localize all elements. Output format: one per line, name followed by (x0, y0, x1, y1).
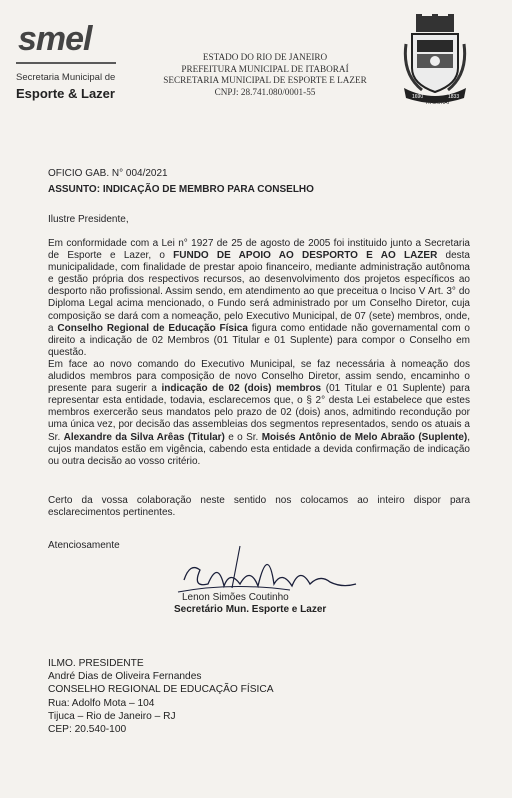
signatory-name: Lenon Simões Coutinho (182, 592, 289, 603)
p1-text-j: e o Sr. (224, 431, 262, 443)
crest-year-right: 1833 (448, 94, 460, 100)
p1-text-f: Em face ao novo comando do Executivo Municipal, se faz necessária à nomeação dos aludidos membros para composição de novo Conselho Diretor, assim sendo, encaminho o presente para sugerir a (48, 358, 470, 395)
letterhead-line-4: CNPJ: 28.741.080/0001-55 (214, 86, 316, 97)
city-coat-of-arms-icon (402, 14, 468, 106)
signatory-role: Secretário Mun. Esporte e Lazer (174, 604, 327, 615)
recipient-block (48, 657, 274, 736)
p1-text-l: , cujos mandatos estão em vigência, cabendo esta entidade a devida confirmação de indicação ou outra decisão ao vosso critério. (48, 431, 471, 467)
recipient-line-1: ILMO. PRESIDENTE (48, 658, 144, 669)
body-paragraph-1 (48, 238, 470, 468)
fund-name: FUNDO DE APOIO AO DESPORTO E AO LAZER (173, 250, 438, 262)
crest-year-left: 1690 (412, 94, 424, 100)
p1-text-h: (01 Titular e 01 Suplente) para representar esta entidade, todavia, esclarecemos que, o § 2° desta Lei estabelece que estes membros exercerão seus mandatos pelo prazo de 02 (dois) anos, admitindo recondução por uma única vez, por decisão das assembleias dos segmentos representados, sendo os atuais a Sr. (48, 383, 470, 443)
p1-text-c: desta municipalidade, com finalidade de prestar apoio financeiro, mediante administração autônoma e gestão própria dos respectivos recursos, ao desenvolvimento dos projetos específicos ao desporto não profissional. Assim sendo, em atendimento ao que preceitua o Inciso V Art. 3° do Diploma Legal acima mencionado, o Fundo será administrado por um Conselho Diretor, cuja composição se dará com a nomeação, pelo Executivo Municipal, de 07 (sete) membros, onde, a (48, 250, 470, 334)
logo-subtitle-2: Esporte & Lazer (16, 86, 115, 101)
subject-line: ASSUNTO: INDICAÇÃO DE MEMBRO PARA CONSELHO (48, 184, 314, 195)
crest-city-label: ITABORAÍ (426, 100, 449, 106)
closing: Atenciosamente (48, 540, 120, 551)
members-indication: indicação de 02 (dois) membros (161, 383, 322, 395)
letterhead-line-1: ESTADO DO RIO DE JANEIRO (202, 52, 328, 62)
recipient-line-2: André Dias de Oliveira Fernandes (48, 671, 202, 683)
body-paragraph-2: Certo da vossa colaboração neste sentido nos colocamos ao inteiro dispor para esclarecimentos pertinentes. (48, 495, 470, 519)
recipient-line-6: CEP: 20.540-100 (48, 724, 127, 736)
council-name: Conselho Regional de Educação Física (57, 322, 248, 334)
smel-logo-wordmark: smel (18, 20, 92, 58)
recipient-line-4: Rua: Adolfo Mota – 104 (48, 697, 155, 709)
greeting: Ilustre Presidente, (48, 214, 129, 225)
letterhead-line-2: PREFEITURA MUNICIPAL DE ITABORAÍ (181, 63, 349, 74)
logo-subtitle-1: Secretaria Municipal de (16, 72, 116, 83)
smel-logo (14, 20, 124, 110)
p1-text-a: Em conformidade com a Lei n° 1927 de 25 de agosto de 2005 foi instituido junto a Secretaria de Esporte e Lazer, o (48, 238, 470, 262)
recipient-line-3: CONSELHO REGIONAL DE EDUCAÇÃO FÍSICA (48, 684, 274, 696)
letterhead-line-3: SECRETARIA MUNICIPAL DE ESPORTE E LAZER (163, 75, 367, 85)
letterhead (150, 52, 380, 98)
suplente-member: Moisés Antônio de Melo Abraão (Suplente) (261, 431, 468, 443)
office-number: OFICIO GAB. N° 004/2021 (48, 168, 168, 179)
p1-text-e: figura como entidade não governamental com o direito a indicação de 02 Membros (01 Titular e 01 Suplente) para compor o Conselho em questão. (48, 322, 470, 358)
logo-divider (16, 62, 116, 64)
titular-member: Alexandre da Silva Arêas (Titular) (63, 431, 225, 443)
recipient-line-5: Tijuca – Rio de Janeiro – RJ (48, 710, 176, 722)
